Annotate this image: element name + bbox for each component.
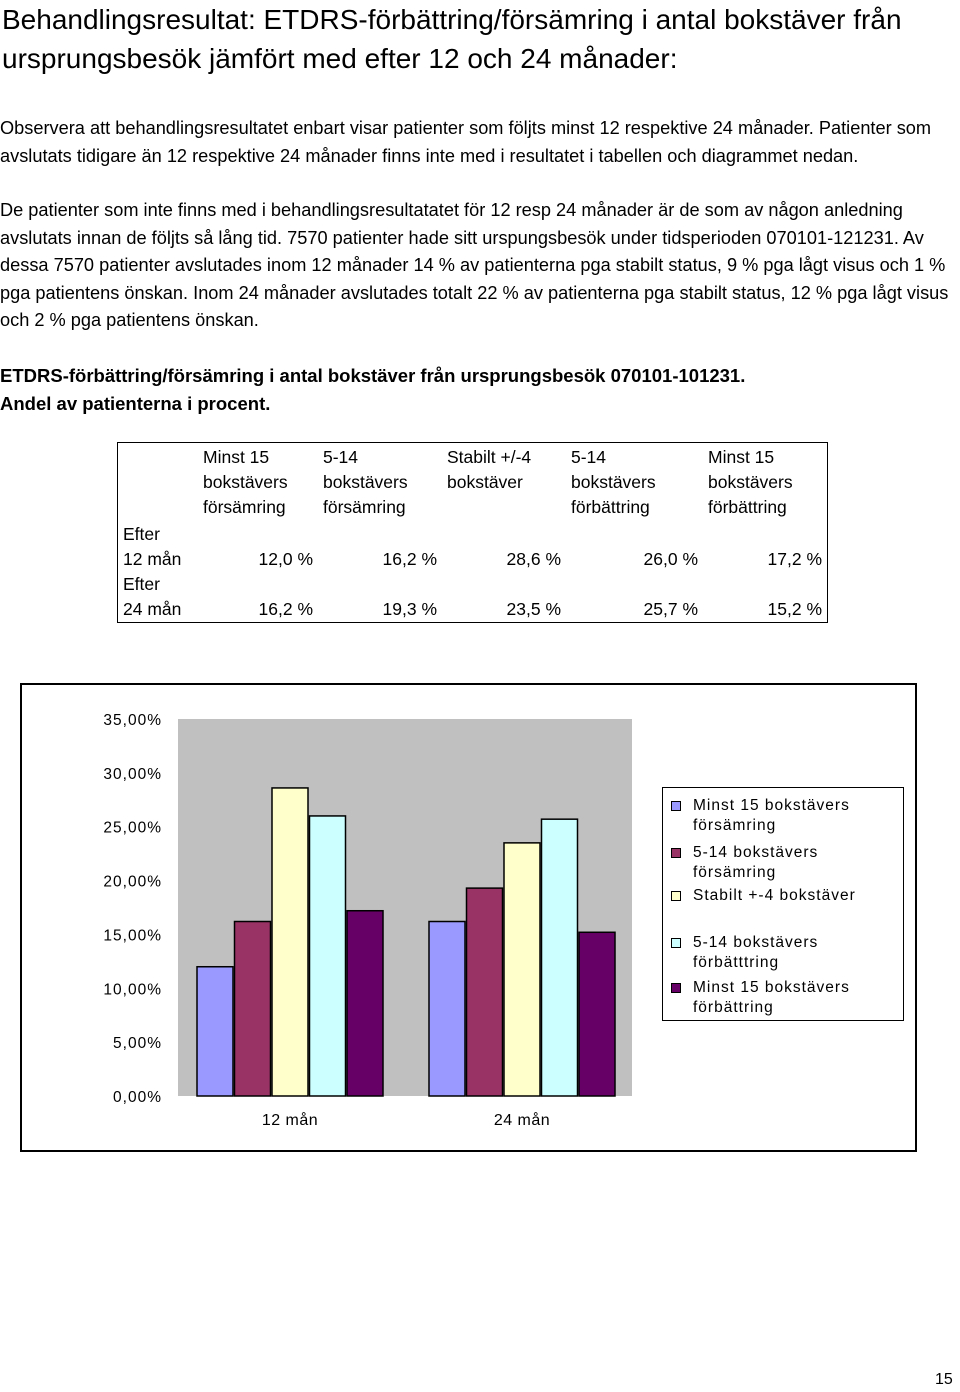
header-text: 5-14: [323, 447, 359, 467]
table-cell: 15,2 %: [767, 599, 822, 619]
legend-label: Minst 15 bokstävers försämring: [693, 797, 850, 834]
bar-chart: [20, 683, 917, 1152]
y-tick-label: 30,00%: [103, 765, 162, 783]
row-label-line: Efter: [123, 524, 160, 544]
table-header-cell: [198, 443, 318, 523]
chart-bar: [197, 967, 233, 1096]
legend-label: 5-14 bokstävers förbätttring: [693, 934, 819, 971]
row-label: [118, 572, 199, 623]
y-tick-label: 20,00%: [103, 873, 162, 891]
row-label: [118, 522, 199, 572]
table-header-cell: [318, 443, 442, 523]
page-number: 15: [935, 1371, 953, 1388]
table-row: [118, 522, 828, 572]
header-text: bokstävers: [323, 472, 408, 492]
chart-bar: [310, 816, 346, 1096]
row-label-line: Efter: [123, 574, 160, 594]
header-text: 5-14: [571, 447, 607, 467]
table-cell: 19,3 %: [382, 599, 437, 619]
y-tick-label: 15,00%: [103, 927, 162, 945]
table-cell: 16,2 %: [258, 599, 313, 619]
legend-swatch: [671, 938, 681, 948]
chart-bar: [347, 911, 383, 1096]
y-tick-label: 0,00%: [113, 1089, 162, 1106]
row-label-line: 12 mån: [123, 549, 182, 569]
header-text: bokstäver: [447, 472, 523, 492]
table-corner-cell: [118, 443, 199, 523]
header-text: förbättring: [571, 497, 650, 517]
chart-bar: [467, 888, 503, 1096]
header-text: Minst 15: [203, 447, 270, 467]
y-tick-label: 5,00%: [113, 1035, 162, 1053]
legend-swatch: [671, 848, 681, 858]
header-text: Minst 15: [708, 447, 775, 467]
results-table: [117, 442, 828, 623]
legend-label: 5-14 bokstävers försämring: [693, 844, 819, 881]
legend-swatch: [671, 983, 681, 993]
table-header-cell: [442, 443, 566, 523]
explanation-paragraph: De patienter som inte finns med i behandlingsresultatatet för 12 resp 24 månader är de som av någon anledning avslutats innan de följts så lång tid. 7570 patienter hade sitt urspungsbesök under tidsperioden 070101-121231. Av dessa 7570 patienter avslutades inom 12 månader 14 % av patienterna pga stabilt status, 9 % pga lågt visus och 1 % pga patientens önskan. Inom 24 månader avslutades totalt 22 % av patienterna pga stabilt status, 12 % pga lågt visus och 2 % pga patientens önskan.: [0, 200, 949, 331]
table-cell: 12,0 %: [258, 549, 313, 569]
header-text: bokstävers: [708, 472, 793, 492]
row-label-line: 24 mån: [123, 599, 182, 619]
table-cell: 16,2 %: [382, 549, 437, 569]
legend-label: Minst 15 bokstävers förbättring: [693, 979, 850, 1016]
table-header-cell: [703, 443, 828, 523]
header-text: Stabilt +/-4: [447, 447, 532, 467]
legend-swatch: [671, 891, 681, 901]
chart-bar: [579, 932, 615, 1096]
y-tick-label: 25,00%: [103, 819, 162, 837]
x-tick-label: 24 mån: [493, 1112, 551, 1129]
header-text: försämring: [203, 497, 286, 517]
table-cell: 25,7 %: [643, 599, 698, 619]
legend-label: Stabilt +-4 bokstäver: [693, 887, 856, 904]
legend-swatch: [671, 801, 681, 811]
header-text: bokstävers: [571, 472, 656, 492]
y-tick-label: 10,00%: [103, 981, 162, 999]
page-title: Behandlingsresultat: ETDRS-förbättring/försämring i antal bokstäver från ursprungsbesök jämfört med efter 12 och 24 månader:: [2, 4, 902, 74]
chart-legend: [662, 787, 904, 1021]
chart-bar: [272, 788, 308, 1096]
intro-paragraph: Observera att behandlingsresultatet enbart visar patienter som följts minst 12 respektive 24 månader. Patienter som avslutats tidigare än 12 respektive 24 månader finns inte med i resultatet i tabellen och diagrammet nedan.: [0, 118, 932, 166]
section-heading-line1: ETDRS-förbättring/försämring i antal bokstäver från ursprungsbesök 070101-101231.: [0, 365, 746, 386]
chart-bar: [429, 922, 465, 1096]
table-row: [118, 572, 828, 623]
header-text: försämring: [323, 497, 406, 517]
y-tick-label: 35,00%: [103, 712, 162, 729]
header-text: bokstävers: [203, 472, 288, 492]
x-tick-label: 12 mån: [261, 1112, 319, 1129]
table-header-row: [118, 443, 828, 523]
chart-bar: [542, 819, 578, 1096]
table-cell: 23,5 %: [506, 599, 561, 619]
table-cell: 28,6 %: [506, 549, 561, 569]
chart-bar: [235, 922, 271, 1096]
table-cell: 26,0 %: [643, 549, 698, 569]
section-heading-line2: Andel av patienterna i procent.: [0, 393, 271, 414]
table-header-cell: [566, 443, 703, 523]
header-text: förbättring: [708, 497, 787, 517]
chart-bar: [504, 843, 540, 1096]
table-cell: 17,2 %: [767, 549, 822, 569]
section-heading: [0, 362, 745, 418]
